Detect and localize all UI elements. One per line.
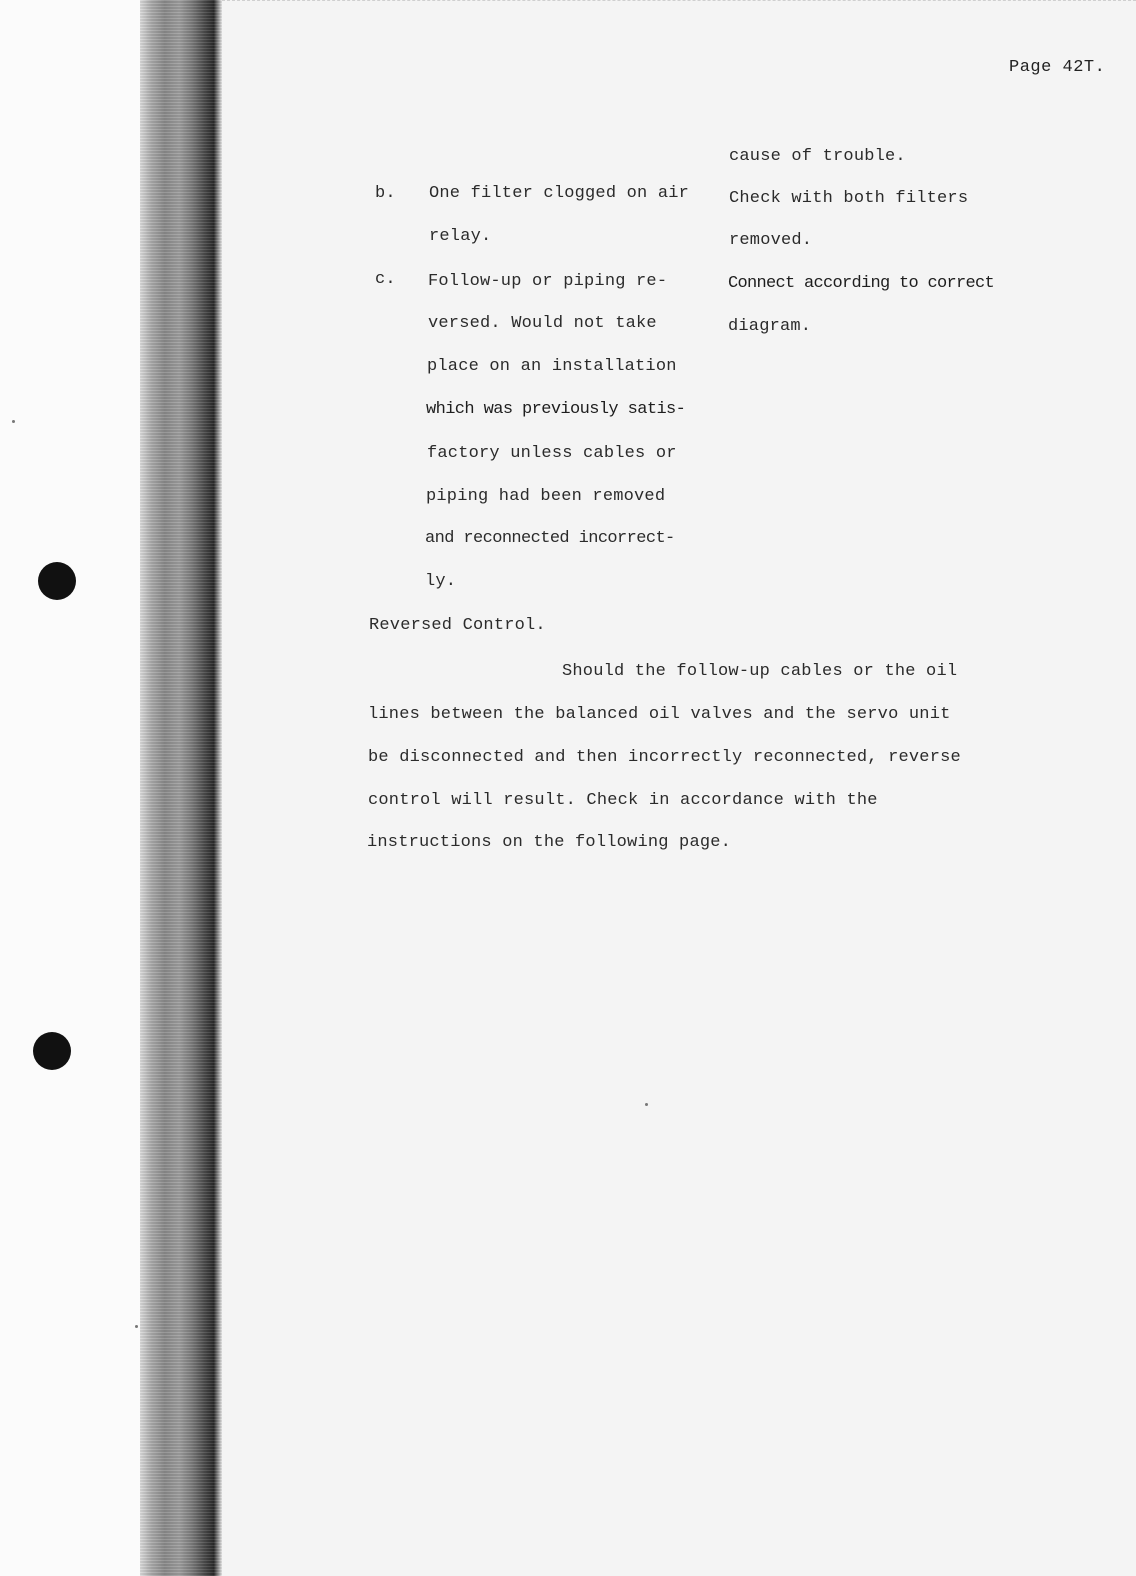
speck bbox=[645, 1103, 648, 1106]
speck bbox=[12, 420, 15, 423]
item-c-cause-line: versed. Would not take bbox=[428, 314, 657, 333]
remedy-carryover: cause of trouble. bbox=[729, 147, 906, 166]
item-c-cause-line: ly. bbox=[425, 572, 457, 591]
item-b-remedy-line: Check with both filters bbox=[729, 189, 969, 208]
punch-hole bbox=[38, 562, 76, 600]
item-b-cause-line: One filter clogged on air bbox=[429, 184, 690, 203]
paragraph-line: be disconnected and then incorrectly reconnected, reverse bbox=[368, 748, 961, 767]
item-c-remedy-line: diagram. bbox=[728, 317, 812, 336]
page-number: Page 42T. bbox=[1009, 58, 1106, 77]
item-c-cause-line: and reconnected incorrect- bbox=[425, 529, 675, 548]
section-heading: Reversed Control. bbox=[369, 616, 546, 635]
speck bbox=[135, 1325, 138, 1328]
item-b-remedy-line: removed. bbox=[729, 231, 813, 250]
item-marker-b: b. bbox=[375, 184, 396, 203]
paragraph-line: Should the follow-up cables or the oil bbox=[562, 662, 958, 681]
binding-shadow bbox=[140, 0, 222, 1576]
paragraph-line: control will result. Check in accordance with the bbox=[368, 791, 878, 810]
punch-hole bbox=[33, 1032, 71, 1070]
item-c-remedy-line: Connect according to correct bbox=[728, 274, 995, 293]
item-c-cause-line: factory unless cables or bbox=[427, 444, 677, 463]
item-c-cause-line: Follow-up or piping re- bbox=[428, 272, 668, 291]
paragraph-line: lines between the balanced oil valves and the servo unit bbox=[368, 705, 951, 724]
item-marker-c: c. bbox=[375, 270, 396, 289]
item-b-cause-line: relay. bbox=[429, 227, 492, 246]
paper-margin bbox=[0, 0, 150, 1576]
item-c-cause-line: place on an installation bbox=[427, 357, 677, 376]
item-c-cause-line: piping had been removed bbox=[426, 487, 666, 506]
paragraph-line: instructions on the following page. bbox=[367, 833, 732, 852]
item-c-cause-line: which was previously satis- bbox=[426, 400, 686, 419]
paper-top-edge bbox=[222, 0, 1136, 7]
